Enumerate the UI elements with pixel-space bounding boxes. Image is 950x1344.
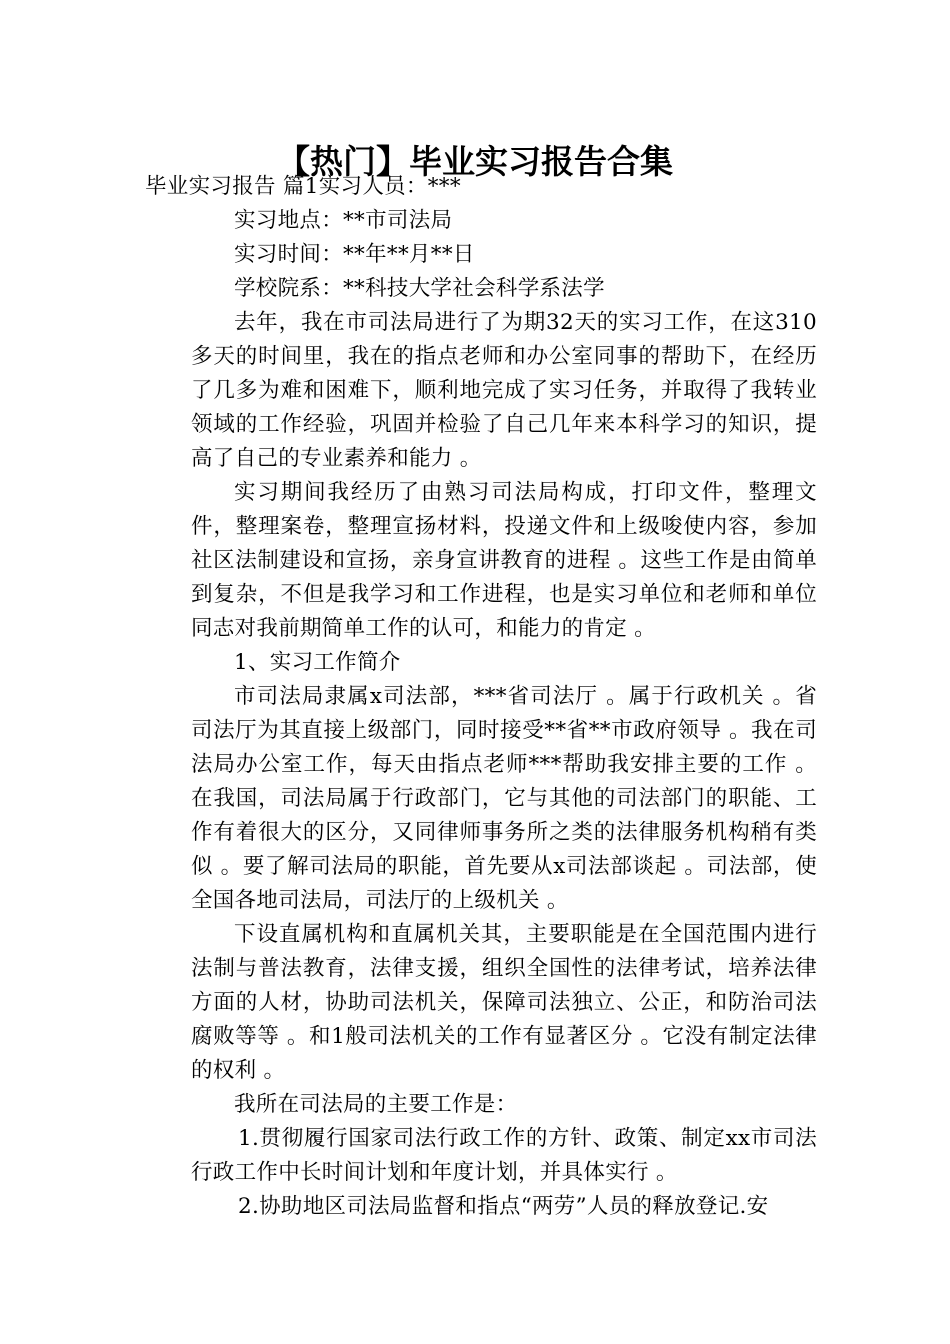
list-item-2: 2.协助地区司法局监督和指点“两劳”人员的释放登记.安 (238, 1194, 769, 1219)
paragraph-intro: 去年，我在市司法局进行了为期32天的实习工作，在这310多天的时间里，我在的指点老师和办公室同事的帮助下，在经历了几多为难和困难下，顺利地完成了实习任务，并取得了我转业领域的工作经验，巩固并检验了自己几年来本科学习的知识，提高了自己的专业素养和能力 。 (191, 310, 817, 471)
document-title: 【热门】毕业实习报告合集 (277, 142, 673, 182)
paragraph-main-work: 我所在司法局的主要工作是： (234, 1092, 518, 1117)
paragraph-bureau: 市司法局隶属x司法部，***省司法厅 。属于行政机关 。省司法厅为其直接上级部门，同时接受**省**市政府领导 。我在司法局办公室工作，每天由指点老师***帮助我安排主要的工作 。在我国，司法局属于行政部门，它与其他的司法部门的职能、工作有着很大的区分，又同律师事务所之类的法律服务机构稍有类似 。要了解司法局的职能，首先要从x司法部谈起 。司法部，使全国各地司法局，司法厅的上级机关 。 (191, 684, 817, 913)
document-body (145, 170, 817, 1224)
list-item-1: 1.贯彻履行国家司法行政工作的方针、政策、制定xx市司法行政工作中长时间计划和年度计划，并具体实行 。 (191, 1126, 817, 1185)
paragraph-functions: 下设直属机构和直属机关其，主要职能是在全国范围内进行法制与普法教育，法律支援，组织全国性的法律考试，培养法律方面的人材，协助司法机关，保障司法独立、公正，和防治司法腐败等等 。和1般司法机关的工作有显著区分 。它没有制定法律的权利 。 (191, 922, 817, 1083)
paragraph-time: 实习时间：**年**月**日 (234, 242, 475, 267)
paragraph-location: 实习地点：**市司法局 (234, 208, 453, 233)
paragraph-experience: 实习期间我经历了由熟习司法局构成，打印文件，整理文件，整理案卷，整理宣扬材料，投递文件和上级唆使内容，参加社区法制建设和宣扬，亲身宣讲教育的进程 。这些工作是由简单到复杂，不但是我学习和工作进程，也是实习单位和老师和单位同志对我前期简单工作的认可，和能力的肯定 。 (191, 480, 817, 641)
paragraph-heading-line: 毕业实习报告 篇1实习人员：*** (145, 174, 461, 199)
paragraph-school: 学校院系：**科技大学社会科学系法学 (234, 276, 605, 301)
section-heading: 1、实习工作简介 (234, 650, 401, 675)
